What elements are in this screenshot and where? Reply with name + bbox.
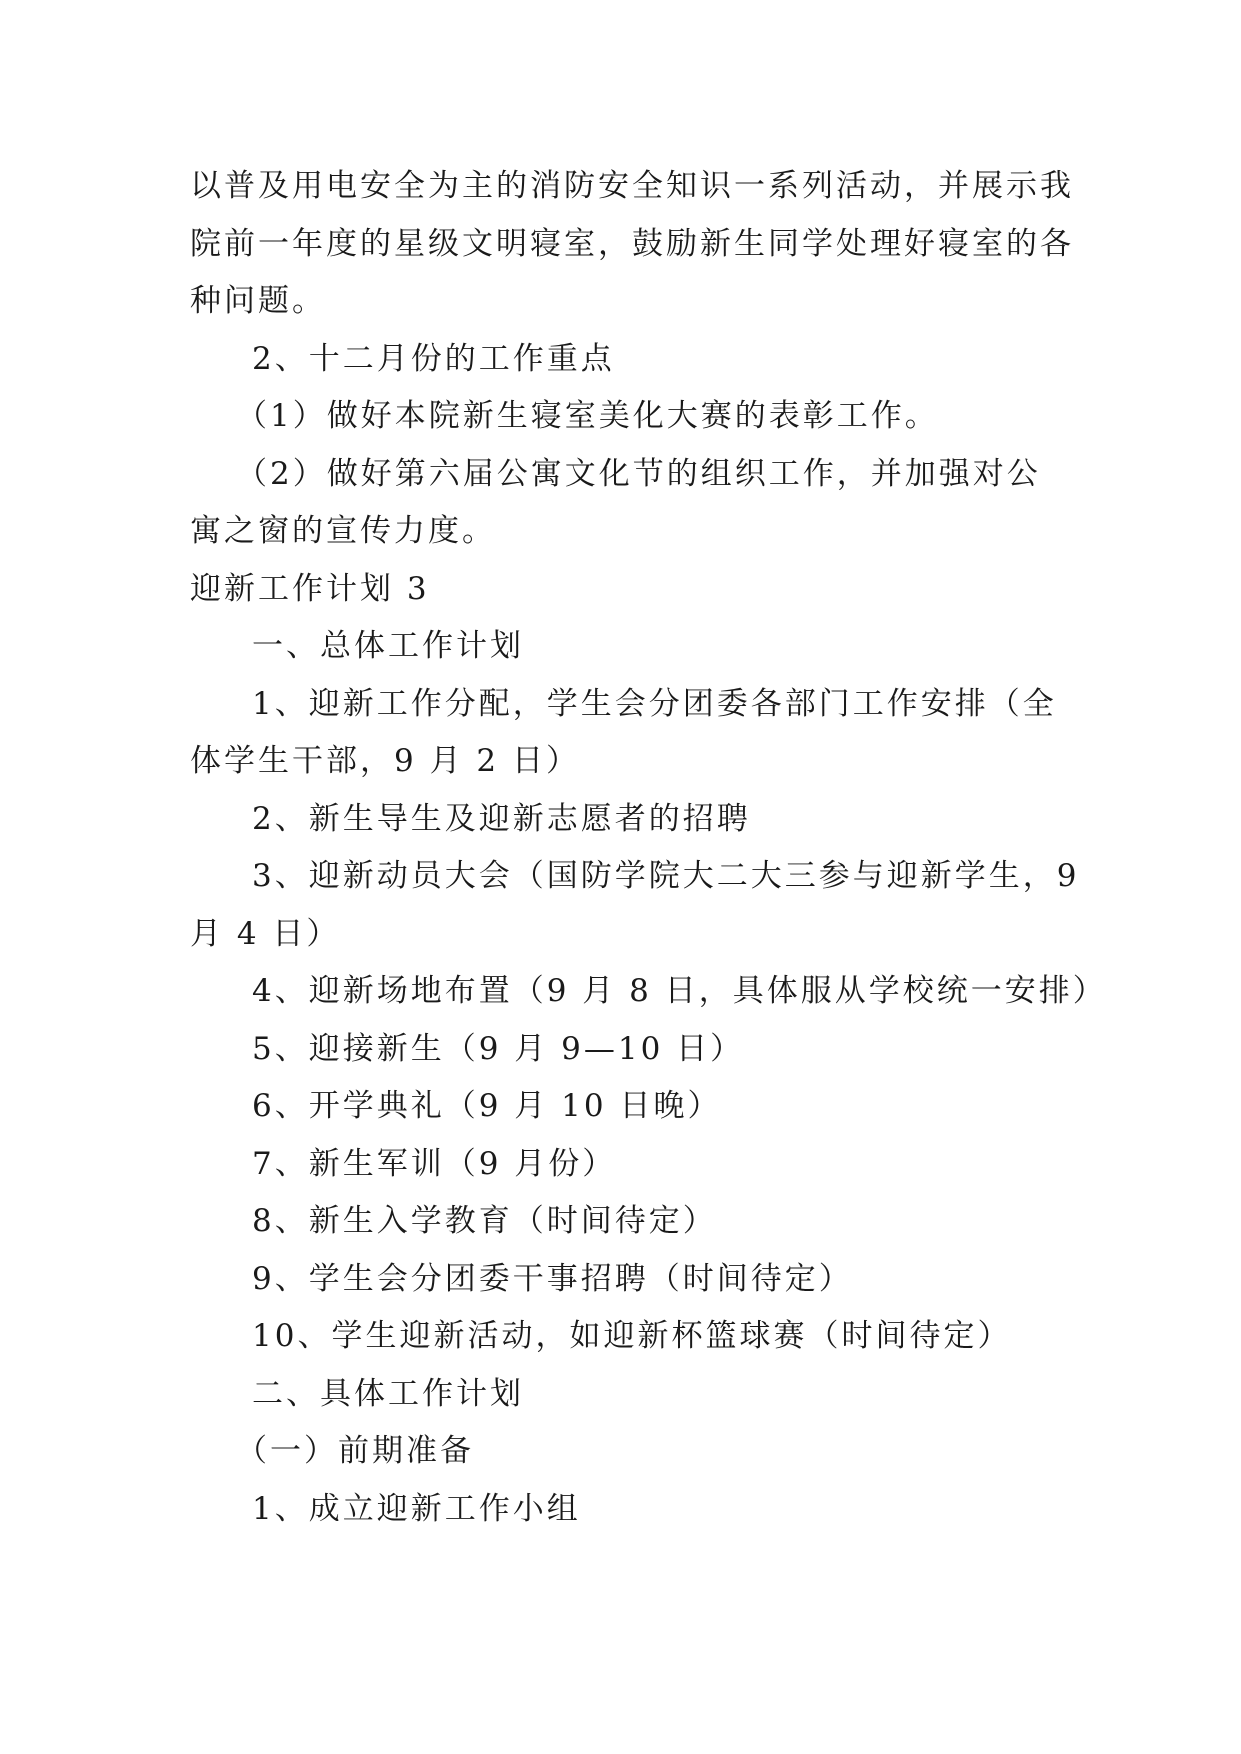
list-item: 3、迎新动员大会（国防学院大二大三参与迎新学生，9 xyxy=(252,858,1080,894)
section-heading: 2、十二月份的工作重点 xyxy=(252,340,615,377)
paragraph-line: 院前一年度的星级文明寝室，鼓励新生同学处理好寝室的各 xyxy=(190,225,1074,262)
paragraph-line: 寓之窗的宣传力度。 xyxy=(190,513,496,549)
section-heading: 一、总体工作计划 xyxy=(252,628,524,664)
list-item: 1、成立迎新工作小组 xyxy=(252,1490,581,1527)
paragraph-line: 种问题。 xyxy=(190,283,326,319)
list-item: 9、学生会分团委干事招聘（时间待定） xyxy=(252,1260,853,1297)
paragraph-line: 体学生干部，9 月 2 日） xyxy=(190,743,581,779)
paragraph-line: 月 4 日） xyxy=(190,915,341,952)
list-item: 5、迎接新生（9 月 9—10 日） xyxy=(252,1030,745,1067)
section-heading: 二、具体工作计划 xyxy=(252,1375,524,1412)
list-item: （1）做好本院新生寝室美化大赛的表彰工作。 xyxy=(236,398,939,434)
list-item: 8、新生入学教育（时间待定） xyxy=(252,1203,717,1239)
paragraph-line: 以普及用电安全为主的消防安全知识一系列活动，并展示我 xyxy=(190,168,1074,204)
document-title: 迎新工作计划 3 xyxy=(190,570,430,607)
list-item: 6、开学典礼（9 月 10 日晚） xyxy=(252,1088,722,1124)
subsection-heading: （一）前期准备 xyxy=(236,1433,474,1469)
list-item: 1、迎新工作分配，学生会分团委各部门工作安排（全 xyxy=(252,685,1057,722)
document-body xyxy=(190,158,1107,1538)
list-item: 4、迎新场地布置（9 月 8 日，具体服从学校统一安排） xyxy=(252,973,1107,1009)
list-item: 2、新生导生及迎新志愿者的招聘 xyxy=(252,800,751,837)
list-item: （2）做好第六届公寓文化节的组织工作，并加强对公 xyxy=(236,455,1041,492)
list-item: 10、学生迎新活动，如迎新杯篮球赛（时间待定） xyxy=(252,1318,1012,1354)
list-item: 7、新生军训（9 月份） xyxy=(252,1145,617,1182)
